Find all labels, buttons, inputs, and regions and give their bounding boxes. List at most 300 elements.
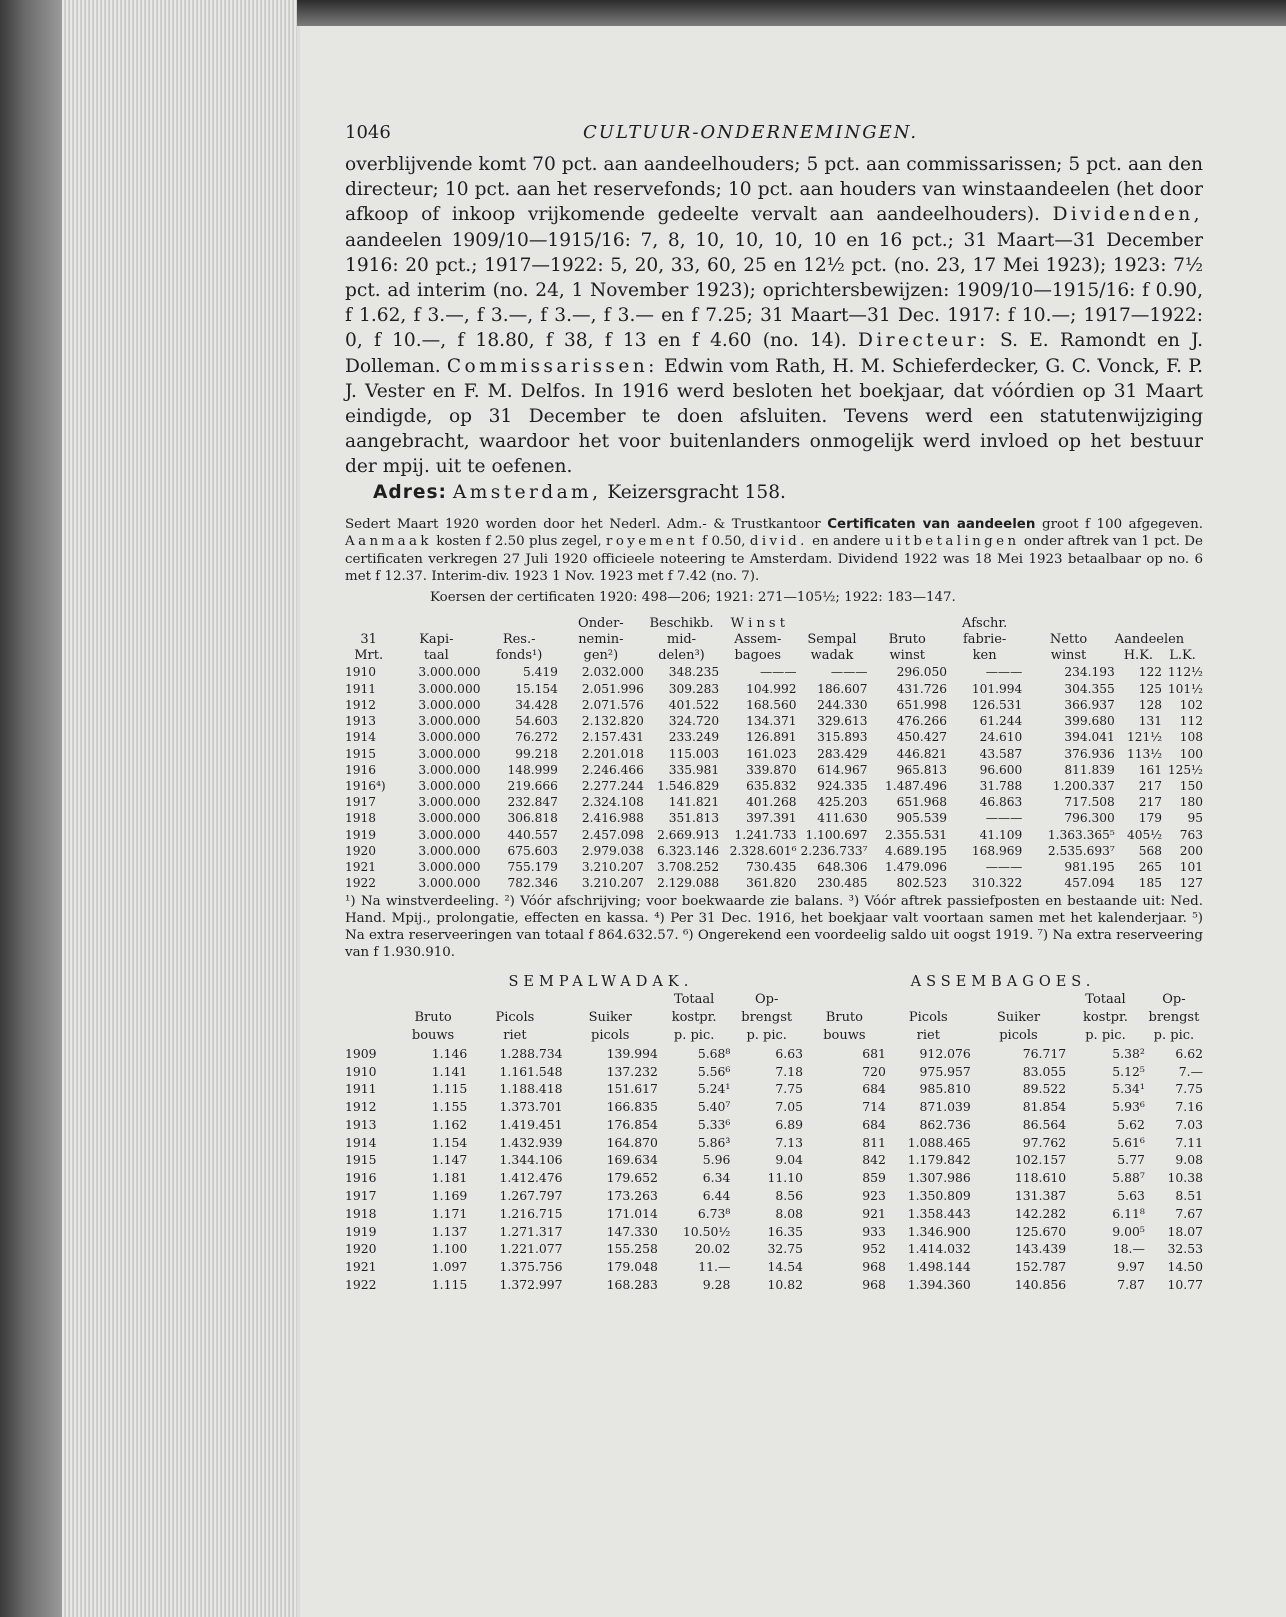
financial-table-body (345, 664, 1203, 891)
table-cell: fonds¹) (496, 648, 543, 664)
table-cell: 310.322 (971, 876, 1023, 891)
table-cell: 3.210.207 (581, 859, 644, 874)
sempalwadak-title: SEMPALWADAK. (508, 973, 694, 990)
table-cell: 7.18 (775, 1063, 803, 1079)
table-cell: 985.810 (919, 1081, 971, 1097)
table-cell: Sempal (807, 632, 857, 648)
table-row (345, 1240, 1203, 1258)
table-cell: 10.50½ (682, 1223, 731, 1239)
cert-text: en andere (812, 534, 881, 550)
table-row (345, 859, 1203, 875)
table-cell: 139.994 (606, 1045, 658, 1061)
table-cell: 296.050 (896, 665, 948, 680)
table-cell: 6.89 (775, 1116, 803, 1132)
table-cell: 1921 (345, 859, 377, 874)
table-cell: 2.157.431 (581, 730, 644, 745)
table-cell: 7.87 (1117, 1277, 1145, 1293)
table-cell: 842 (862, 1152, 886, 1168)
table-cell: 244.330 (817, 697, 868, 712)
blank-cell (345, 974, 399, 992)
table-cell: 1.241.733 (734, 827, 797, 842)
table-cell: winst (889, 648, 926, 664)
table-cell: p. pic. (746, 1027, 787, 1043)
table-cell: p. pic. (1085, 1027, 1126, 1043)
table-cell: 5.38² (1112, 1045, 1145, 1061)
page-edges (62, 0, 297, 1617)
table-cell: 912.076 (919, 1045, 971, 1061)
table-cell: 648.306 (817, 859, 868, 874)
table-cell: 871.039 (919, 1099, 971, 1115)
table-cell: 141.821 (668, 795, 720, 810)
table-cell: 366.937 (1064, 697, 1115, 712)
table-cell: 3.000.000 (418, 730, 481, 745)
table-cell: 168.283 (606, 1277, 658, 1293)
table-cell: Op- (1162, 992, 1186, 1008)
table-cell: brengst (741, 1010, 793, 1026)
table-cell: 1.546.829 (657, 778, 720, 793)
table-cell (1115, 616, 1162, 632)
table-row (345, 827, 1203, 843)
table-cell: 3.210.207 (581, 876, 644, 891)
table-cell: 6.323.146 (657, 843, 720, 858)
table-row (345, 681, 1203, 697)
table-cell: 112½ (1167, 665, 1203, 680)
table-cell: 1.115 (431, 1277, 468, 1293)
table-row (345, 664, 1203, 680)
table-cell: 306.818 (507, 811, 558, 826)
table-cell: 802.523 (896, 876, 948, 891)
table-cell: 6.34 (702, 1170, 731, 1186)
table-cell: 1921 (345, 1259, 377, 1275)
table-cell: 968 (862, 1277, 886, 1293)
table-cell: 924.335 (817, 778, 868, 793)
table-cell (803, 991, 886, 1009)
table-cell: 1.100.697 (805, 827, 868, 842)
table-cell (345, 616, 392, 632)
table-cell: p. pic. (1153, 1027, 1195, 1043)
table-cell: mid- (666, 632, 697, 648)
table-cell: 155.258 (606, 1241, 658, 1257)
table-row (345, 632, 1203, 648)
table-cell: 9.08 (1175, 1152, 1203, 1168)
table-cell: 24.610 (979, 730, 1023, 745)
table-cell: 1918 (345, 811, 377, 826)
table-cell: 2.132.820 (581, 714, 644, 729)
table-cell: 6.73⁸ (697, 1205, 731, 1221)
table-cell: 97.762 (1022, 1134, 1067, 1150)
table-cell: 1.358.443 (907, 1205, 971, 1221)
table-cell: 304.355 (1064, 681, 1115, 696)
table-cell: 1916 (345, 762, 377, 777)
table-cell (467, 991, 562, 1009)
table-cell: 1913 (345, 714, 377, 729)
table-cell: 179 (1138, 811, 1163, 826)
table-cell: 1.179.842 (907, 1152, 971, 1168)
table-cell: 148.999 (507, 762, 558, 777)
table-cell: 86.564 (1022, 1116, 1067, 1132)
table-cell: 684 (862, 1081, 886, 1097)
table-cell: Afschr. (962, 615, 1008, 631)
table-cell: 3.000.000 (418, 714, 481, 729)
table-cell: 965.813 (896, 762, 948, 777)
table-cell: 89.522 (1022, 1081, 1067, 1097)
table-cell: Bruto (414, 1010, 452, 1026)
table-cell: bouws (823, 1027, 866, 1043)
table-cell: 2.979.038 (581, 843, 644, 858)
table-cell: 1.414.032 (907, 1241, 971, 1257)
table-cell: 101 (1179, 859, 1203, 874)
table-cell: 1.171 (431, 1205, 468, 1221)
table-cell: 46.863 (979, 795, 1023, 810)
table-cell: 405½ (1126, 827, 1163, 842)
body-paragraph (345, 152, 1203, 480)
table-cell: 1.169 (431, 1188, 468, 1204)
table-cell (345, 1027, 399, 1045)
cert-text: kosten f 2.50 plus zegel, (436, 534, 602, 550)
table-cell: 5.96 (702, 1152, 731, 1168)
table-cell: 1.137 (431, 1223, 468, 1239)
text-commissioners: Edwin vom Rath, H. M. Schieferdecker, G. C. Vonck, F. P. J. Vester en F. M. Delfos. In 1916 werd besloten het boekjaar, dat vóórdien op 31 Maart eindigde, op 31 December te doen afsluiten. Tevens werd een statutenwijziging aangebracht, waardoor het voor buitenlanders onmogelijk werd invloed op het bestuur der mpij. uit te oefenen. (345, 355, 1203, 478)
adres-city: Amsterdam, (452, 481, 602, 503)
table-cell: 118.610 (1014, 1170, 1067, 1186)
table-cell: 755.179 (507, 859, 558, 874)
table-cell: 1.181 (431, 1170, 468, 1186)
table-row (345, 810, 1203, 826)
table-cell: 3.000.000 (418, 762, 481, 777)
table-cell: 126.891 (746, 730, 797, 745)
table-cell: 1.394.360 (907, 1277, 971, 1293)
table-row (345, 762, 1203, 778)
table-cell: 1910 (345, 665, 377, 680)
table-cell: 186.607 (817, 681, 868, 696)
table-cell: 905.539 (896, 811, 948, 826)
table-cell: 5.34¹ (1112, 1081, 1145, 1097)
table-cell: Picols (908, 1010, 948, 1026)
table-cell: 233.249 (668, 730, 720, 745)
table-cell: fabrie- (962, 632, 1007, 648)
page-number: 1046 (345, 122, 391, 143)
table-cell: 376.936 (1064, 746, 1115, 761)
table-cell: 3.000.000 (418, 681, 481, 696)
table-cell: 446.821 (896, 746, 948, 761)
table-cell: 168.560 (746, 697, 797, 712)
table-cell: 1.479.096 (885, 859, 948, 874)
table-cell: 8.08 (775, 1205, 803, 1221)
cert-text: onder aftrek van 1 pct. De certificaten verkregen 27 Juli 1920 officieele noteering te Amsterdam. Dividend 1922 was 18 Mei 1923 betaalbaar op no. 6 met f 12.37. Interim-div. 1923 1 Nov. 1923 met f 7.42 (no. 7). (345, 534, 1203, 585)
table-cell: 102.157 (1014, 1152, 1067, 1168)
table-cell: 217 (1138, 778, 1163, 793)
table-cell: 1.346.900 (907, 1223, 971, 1239)
table-cell: Aandeelen (1114, 632, 1185, 648)
table-cell: 9.28 (702, 1277, 731, 1293)
table-cell: 952 (862, 1241, 886, 1257)
running-title: CULTUUR-ONDERNEMINGEN. (583, 122, 919, 143)
running-head (345, 118, 1203, 152)
table-row (345, 1098, 1203, 1116)
table-cell: Assem- (734, 632, 782, 648)
table-cell: 173.263 (606, 1188, 658, 1204)
table-cell: 1911 (345, 681, 377, 696)
table-cell: 200 (1179, 843, 1203, 858)
table-cell: Res.- (502, 632, 536, 648)
table-cell: 32.75 (767, 1241, 803, 1257)
table-cell: 5.12⁵ (1112, 1063, 1145, 1079)
table-cell (867, 616, 947, 632)
table-cell: 7.67 (1175, 1205, 1203, 1221)
table-cell: 96.600 (979, 762, 1023, 777)
table-cell: 102 (1179, 697, 1203, 712)
table-cell (886, 991, 971, 1009)
table-cell: Suiker (588, 1010, 632, 1026)
table-cell: 1.363.365⁵ (1047, 827, 1115, 842)
table-cell: 1913 (345, 1116, 377, 1132)
table-row (345, 729, 1203, 745)
table-cell: Mrt. (354, 648, 384, 664)
table-cell: 1919 (345, 1223, 377, 1239)
table-cell: 921 (862, 1205, 886, 1221)
table-row (345, 794, 1203, 810)
table-cell: 9.04 (775, 1152, 803, 1168)
text-distribution: overblijvende komt 70 pct. aan aandeelhouders; 5 pct. aan commissarissen; 5 pct. aan den directeur; 10 pct. aan het reservefonds; 10 pct. aan houders van winstaandeelen (het door afkoop of inkoop vrijkomende gedeelte vervalt aan aandeelhouders). (345, 154, 1203, 226)
table-row (345, 1045, 1203, 1063)
table-cell: riet (503, 1027, 527, 1043)
table-cell: 7.16 (1175, 1099, 1203, 1115)
table-cell: Picols (495, 1010, 535, 1026)
table-cell: wadak (810, 648, 854, 664)
table-cell: ——— (759, 665, 797, 680)
table-cell: 1912 (345, 697, 377, 712)
table-cell: 440.557 (507, 827, 558, 842)
table-cell: 2.328.601⁶ (729, 843, 797, 858)
table-cell: 431.726 (896, 681, 948, 696)
table-row (345, 1009, 1203, 1027)
table-cell: 5.33⁶ (697, 1116, 731, 1132)
table-cell: 219.666 (507, 778, 558, 793)
cert-text: Sedert Maart 1920 worden door het Nederl. Adm.- & Trustkantoor (345, 516, 821, 532)
table-cell: 6.44 (702, 1188, 731, 1204)
table-cell: 5.62 (1117, 1116, 1145, 1132)
table-cell: 125½ (1167, 762, 1203, 777)
table-row (345, 875, 1203, 891)
table-cell: 1920 (345, 843, 377, 858)
table-cell: 113½ (1126, 746, 1163, 761)
table-cell: 125.670 (1014, 1223, 1067, 1239)
table-cell: 1915 (345, 1152, 377, 1168)
table-cell: 10.77 (1167, 1277, 1203, 1293)
table-cell: 1916 (345, 1170, 377, 1186)
table-cell: 361.820 (746, 876, 797, 891)
table-cell: 3.000.000 (418, 665, 481, 680)
table-cell: 121½ (1126, 730, 1163, 745)
table-cell: 401.522 (668, 697, 720, 712)
adres-label: Adres: (373, 481, 447, 503)
table-cell: L.K. (1169, 648, 1196, 664)
table-cell: 1922 (345, 876, 377, 891)
table-cell: 2.071.576 (581, 697, 644, 712)
commissarissen-label: Commissarissen: (446, 355, 658, 377)
certificate-section (345, 516, 1203, 607)
table-cell: 1914 (345, 1134, 377, 1150)
table-cell: 83.055 (1022, 1063, 1067, 1079)
table-cell: 1.147 (431, 1152, 468, 1168)
table-cell: 1.097 (431, 1259, 468, 1275)
table-cell: Kapi- (419, 632, 454, 648)
table-cell: 457.094 (1064, 876, 1115, 891)
table-cell: 1.200.337 (1052, 778, 1115, 793)
table-cell: picols (999, 1027, 1038, 1043)
table-cell: 720 (862, 1063, 886, 1079)
directeur-label: Directeur: (858, 330, 989, 352)
table-cell (392, 616, 480, 632)
cert-bold-term: Certificaten van aandeelen (827, 516, 1036, 532)
table-cell: nemin- (578, 632, 624, 648)
table-row (345, 1151, 1203, 1169)
table-cell: 5.61⁶ (1112, 1134, 1145, 1150)
table-cell: 450.427 (896, 730, 948, 745)
table-cell: 152.787 (1014, 1259, 1067, 1275)
table-cell: 339.870 (746, 762, 797, 777)
table-cell: 862.736 (919, 1116, 971, 1132)
table-cell: 101½ (1167, 681, 1203, 696)
table-cell: 1919 (345, 827, 377, 842)
table-cell: 1910 (345, 1063, 377, 1079)
table-cell: Suiker (996, 1010, 1041, 1026)
production-section-titles (345, 974, 1203, 992)
table-cell: 2.051.996 (581, 681, 644, 696)
table-cell: winst (1050, 648, 1087, 664)
table-cell: 20.02 (694, 1241, 731, 1257)
cert-spaced-term: royement (606, 534, 698, 550)
table-cell: 335.981 (668, 762, 720, 777)
table-cell: 1.141 (431, 1063, 468, 1079)
table-cell: Bruto (825, 1010, 863, 1026)
table-cell: 401.268 (746, 795, 797, 810)
table-cell: 1912 (345, 1099, 377, 1115)
table-cell: 651.998 (896, 697, 948, 712)
address-line (345, 480, 1203, 505)
body-text (345, 152, 1203, 505)
table-cell: taal (423, 648, 449, 664)
table-cell: 1.344.106 (499, 1152, 563, 1168)
table-cell: 99.218 (515, 746, 558, 761)
table-cell: 4.689.195 (885, 843, 948, 858)
table-cell: riet (916, 1027, 940, 1043)
table-cell: ——— (985, 665, 1023, 680)
table-cell: 108 (1179, 730, 1203, 745)
table-cell: 1.100 (431, 1241, 468, 1257)
table-row (345, 746, 1203, 762)
table-cell: 8.56 (775, 1188, 803, 1204)
table-cell: 3.000.000 (418, 859, 481, 874)
table-cell: 6.63 (775, 1045, 803, 1061)
table-cell: 161 (1138, 762, 1163, 777)
table-cell: 265 (1138, 859, 1163, 874)
section-title-row (345, 974, 1203, 992)
table-cell: 2.416.988 (581, 811, 644, 826)
table-cell: 1.373.701 (499, 1099, 563, 1115)
financial-table-header (345, 616, 1203, 665)
table-cell (345, 991, 399, 1009)
table-cell: 1.155 (431, 1099, 468, 1115)
table-cell: 34.428 (515, 697, 558, 712)
table-cell (563, 991, 658, 1009)
table-row (345, 648, 1203, 664)
table-cell: Op- (754, 992, 779, 1008)
table-cell: 399.680 (1064, 714, 1115, 729)
table-cell: 31.788 (979, 778, 1023, 793)
table-cell: 1920 (345, 1241, 377, 1257)
page-content (345, 118, 1203, 1294)
table-row (345, 697, 1203, 713)
cert-text: f 0.50, (702, 534, 746, 550)
table-cell: 329.613 (817, 714, 868, 729)
table-cell: 3.708.252 (657, 859, 720, 874)
table-cell: 2.277.244 (581, 778, 644, 793)
table-cell: 134.371 (746, 714, 797, 729)
table-cell: bouws (411, 1027, 455, 1043)
table-cell: 1.154 (431, 1134, 468, 1150)
table-cell: 54.603 (515, 714, 558, 729)
table-cell: 232.847 (507, 795, 558, 810)
table-cell: 217 (1138, 795, 1163, 810)
table-cell (399, 991, 467, 1009)
table-cell: 151.617 (606, 1081, 658, 1097)
table-cell: 7.13 (775, 1134, 803, 1150)
table-cell: ——— (985, 811, 1023, 826)
table-cell: 730.435 (746, 859, 797, 874)
table-cell: 150 (1179, 778, 1203, 793)
table-cell: 425.203 (817, 795, 868, 810)
table-cell: 351.813 (668, 811, 720, 826)
table-cell: 43.587 (979, 746, 1023, 761)
table-cell: 2.129.088 (657, 876, 720, 891)
table-cell: 140.856 (1014, 1277, 1067, 1293)
table-cell: 1.375.756 (499, 1259, 563, 1275)
table-cell: 397.391 (746, 811, 797, 826)
table-cell: 161.023 (746, 746, 797, 761)
table-cell: 147.330 (606, 1223, 658, 1239)
table-cell: 675.603 (507, 843, 558, 858)
table-cell: 782.346 (507, 876, 558, 891)
table-cell: p. pic. (673, 1027, 715, 1043)
table-cell: 2.457.098 (581, 827, 644, 842)
table-cell: 1922 (345, 1277, 377, 1293)
table-row (345, 1134, 1203, 1152)
table-cell: Onder- (578, 615, 624, 631)
table-cell (971, 991, 1066, 1009)
table-cell: 14.50 (1167, 1259, 1203, 1275)
table-cell: 684 (862, 1116, 886, 1132)
table-cell: 681 (862, 1045, 886, 1061)
table-cell: 981.195 (1064, 859, 1115, 874)
table-cell: 1.307.986 (907, 1170, 971, 1186)
table-row (345, 1276, 1203, 1294)
table-cell: bagoes (734, 648, 782, 664)
cert-text: groot f 100 afgegeven. (1042, 516, 1203, 532)
table-cell: 125 (1138, 681, 1163, 696)
table-cell: Netto (1049, 632, 1088, 648)
table-cell: 168.969 (971, 843, 1023, 858)
table-row (345, 616, 1203, 632)
table-cell: 1918 (345, 1205, 377, 1221)
table-cell: 95 (1187, 811, 1203, 826)
table-cell: 1.419.451 (499, 1116, 563, 1132)
table-row (345, 1080, 1203, 1098)
table-cell: 166.835 (606, 1099, 658, 1115)
table-cell: brengst (1148, 1010, 1200, 1026)
table-cell: 176.854 (606, 1116, 658, 1132)
table-cell: 18.07 (1167, 1223, 1203, 1239)
